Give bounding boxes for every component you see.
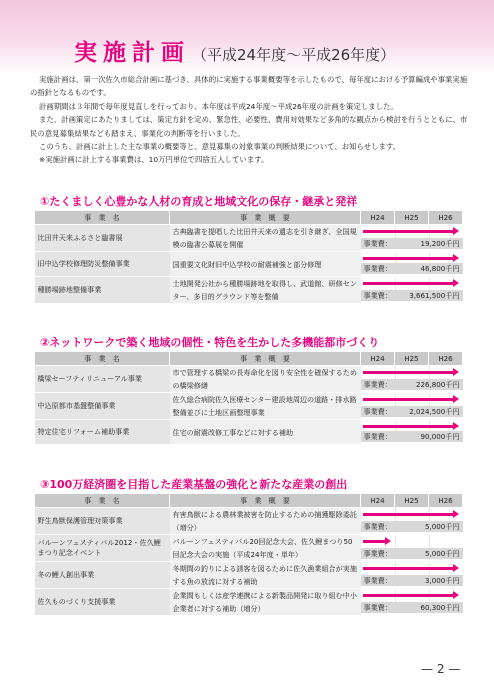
project-summary: 土地開発公社から種勝場跡地を取得し、武道館、研修センター、多目的グラウンド等を整備 [170, 277, 361, 304]
column-header-h24: H24 [361, 352, 395, 366]
schedule-arrow [363, 425, 454, 428]
project-table [34, 493, 463, 616]
column-header-name: 事 業 名 [35, 494, 170, 508]
schedule-arrow [363, 398, 454, 401]
cost-value: 3,661,500千円 [409, 291, 460, 300]
intro-text [30, 73, 470, 167]
column-header-h26: H26 [429, 211, 463, 225]
schedule-cell [361, 277, 463, 304]
table-row [35, 562, 463, 589]
schedule-cell [361, 562, 463, 589]
cost-value: 226,800千円 [415, 380, 460, 389]
project-summary: 国重要文化財旧中込学校の耐震補強と部分修理 [170, 252, 361, 277]
cost-bar [361, 290, 463, 301]
project-name: 冬の鯉人創出事業 [35, 562, 170, 589]
cost-bar [361, 238, 463, 249]
project-summary: 企業間もしくは産学連携による新製品開発に取り組む中小企業者に対する補助（増分） [170, 589, 361, 616]
project-name: 中込原都市基盤整備事業 [35, 393, 170, 420]
cost-label: 事業費： [363, 603, 392, 612]
cost-value: 5,000千円 [425, 522, 460, 531]
page-title [74, 34, 395, 67]
page-number: — 2 — [421, 662, 461, 676]
year-divider [429, 535, 430, 548]
schedule-cell [361, 393, 463, 420]
schedule-cell [361, 366, 463, 393]
table-row [35, 252, 463, 277]
project-summary: 佐久総合病院佐久医療センター建設地周辺の道路・排水路整備並びに土地区画整理事業 [170, 393, 361, 420]
cost-label: 事業費： [363, 239, 392, 248]
column-header-h25: H25 [395, 211, 429, 225]
project-name: 特定住宅リフォーム補助事業 [35, 420, 170, 445]
project-table [34, 210, 463, 304]
column-header-summary: 事 業 概 要 [170, 211, 361, 225]
cost-label: 事業費： [363, 407, 392, 416]
project-table [34, 351, 463, 445]
project-name: 種勝場跡地整備事業 [35, 277, 170, 304]
project-name: バルーンフェスティバル2012・佐久鯉まつり記念イベント [35, 535, 170, 562]
cost-bar [361, 575, 463, 586]
schedule-cell [361, 589, 463, 616]
schedule-arrow [363, 230, 454, 233]
title-main: 実施計画 [74, 40, 190, 66]
cost-label: 事業費： [363, 549, 392, 558]
column-header-h26: H26 [429, 494, 463, 508]
table-row [35, 589, 463, 616]
schedule-arrow [363, 282, 454, 285]
table-row [35, 508, 463, 535]
cost-label: 事業費： [363, 432, 392, 441]
section-title: ①たくましく心豊かな人材の育成と地域文化の保存・継承と発祥 [40, 195, 358, 208]
schedule-arrow [363, 257, 454, 260]
table-row [35, 366, 463, 393]
cost-value: 19,200千円 [420, 239, 460, 248]
schedule-arrow [363, 567, 454, 570]
project-summary: 住宅の耐震改修工事などに対する補助 [170, 420, 361, 445]
cost-value: 5,000千円 [425, 549, 460, 558]
project-summary: 市で管理する橋梁の長寿命化を図り安全性を確保するための橋梁修繕 [170, 366, 361, 393]
intro-paragraph: また、計画策定にあたりましては、策定方針を定め、緊急性、必要性、費用対効果など多角的な観点から検討を行うとともに、市民の意見募集結果なども踏まえ、事業化の判断等を行いました。 [30, 115, 468, 138]
section-title: ③100万経済圏を目指した産業基盤の強化と新たな産業の創出 [40, 478, 348, 491]
cost-label: 事業費： [363, 522, 392, 531]
project-summary: 古典臨書を提唱した比田井天来の遺志を引き継ぎ、全国規模の臨書公募展を開催 [170, 225, 361, 252]
column-header-summary: 事 業 概 要 [170, 494, 361, 508]
column-header-h26: H26 [429, 352, 463, 366]
project-name: 比田井天来ふるさと臨書展 [35, 225, 170, 252]
column-header-name: 事 業 名 [35, 352, 170, 366]
project-name: 橋梁セーフティリニューアル事業 [35, 366, 170, 393]
cost-value: 3,000千円 [425, 576, 460, 585]
cost-value: 2,024,500千円 [409, 407, 460, 416]
project-name: 野生鳥獣保護管理対策事業 [35, 508, 170, 535]
column-header-name: 事 業 名 [35, 211, 170, 225]
project-summary: バルーンフェスティバル20回記念大会、佐久鯉まつり50回記念大会の実施（平成24年度・単年） [170, 535, 361, 562]
column-header-h25: H25 [395, 352, 429, 366]
section-title: ②ネットワークで築く地域の個性・特色を生かした多機能都市づくり [40, 336, 380, 349]
schedule-arrow [363, 594, 454, 597]
column-header-summary: 事 業 概 要 [170, 352, 361, 366]
project-summary: 冬期間の釣りによる誘客を図るために佐久漁業組合が実施する魚の放流に対する補助 [170, 562, 361, 589]
schedule-cell [361, 535, 463, 562]
column-header-h24: H24 [361, 494, 395, 508]
column-header-h24: H24 [361, 211, 395, 225]
cost-bar [361, 548, 463, 559]
cost-bar [361, 521, 463, 532]
title-period: （平成24年度〜平成26年度） [192, 46, 396, 64]
intro-paragraph: このうち、計画に計上した主な事業の概要等と、意見募集の対象事業の判断結果について、お知らせします。 [39, 142, 401, 152]
table-row [35, 225, 463, 252]
cost-bar [361, 379, 463, 390]
cost-label: 事業費： [363, 576, 392, 585]
cost-rounding-note: ※実施計画に計上する事業費は、10万円単位で四捨五入しています。 [39, 155, 269, 165]
cost-value: 90,000千円 [420, 432, 460, 441]
cost-bar [361, 406, 463, 417]
schedule-arrow [363, 513, 454, 516]
schedule-cell [361, 225, 463, 252]
cost-bar [361, 431, 463, 442]
schedule-cell [361, 252, 463, 277]
cost-value: 46,800千円 [420, 264, 460, 273]
cost-bar [361, 602, 463, 613]
project-summary: 有害鳥獣による農林業被害を防止するための捕獲駆除委託（増分） [170, 508, 361, 535]
table-row [35, 420, 463, 445]
cost-value: 60,300千円 [420, 603, 460, 612]
schedule-arrow [363, 540, 386, 543]
cost-label: 事業費： [363, 380, 392, 389]
schedule-arrow [363, 371, 454, 374]
intro-paragraph: 計画期間は３年間で毎年度見直しを行っており、本年度は平成24年度〜平成26年度の計画を策定しました。 [39, 101, 398, 111]
cost-bar [361, 263, 463, 274]
project-name: 佐久ものづくり支援事業 [35, 589, 170, 616]
cost-label: 事業費： [363, 264, 392, 273]
project-name: 旧中込学校修理防災整備事業 [35, 252, 170, 277]
table-row [35, 535, 463, 562]
schedule-cell [361, 420, 463, 445]
table-row [35, 393, 463, 420]
cost-label: 事業費： [363, 291, 392, 300]
table-row [35, 277, 463, 304]
column-header-h25: H25 [395, 494, 429, 508]
intro-paragraph: 実施計画は、第一次佐久市総合計画に基づき、具体的に実施する事業概要等を示したもので、毎年度における予算編成や事業実施の指針となるものです。 [30, 75, 468, 98]
year-divider [395, 535, 396, 548]
schedule-cell [361, 508, 463, 535]
